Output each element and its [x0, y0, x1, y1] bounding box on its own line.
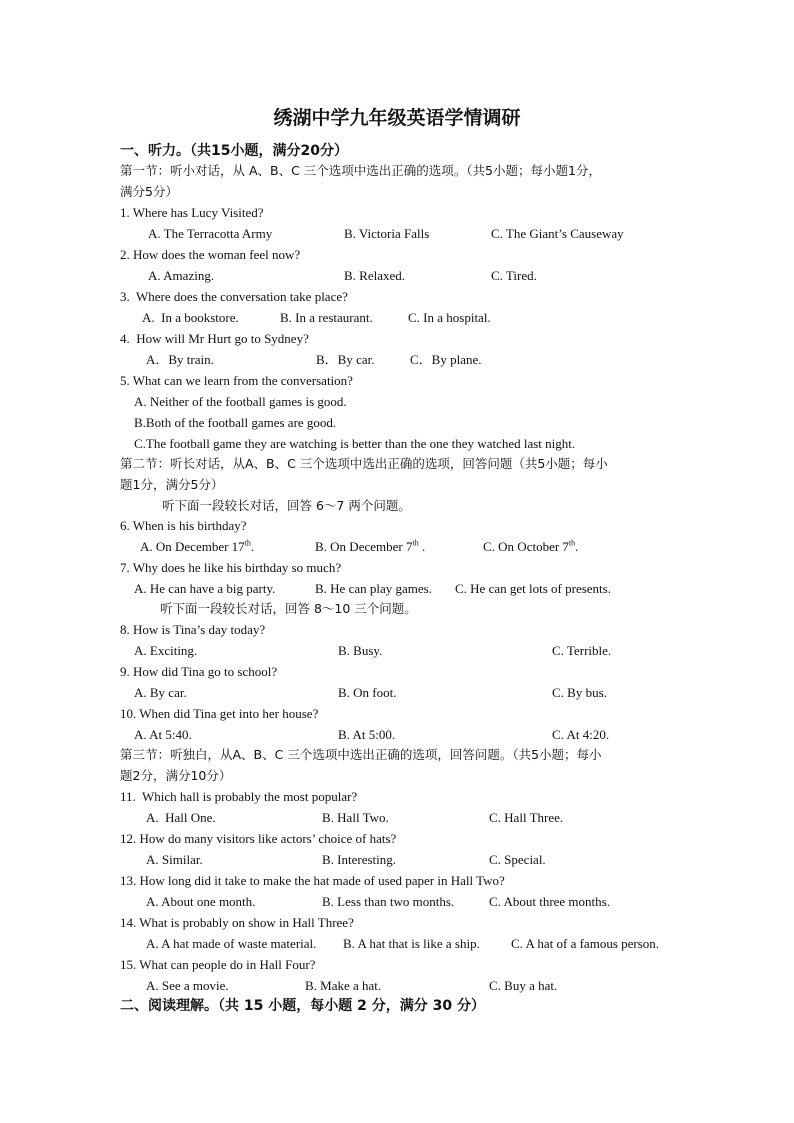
part3-instruction-line1: 第三节：听独白，从A、B、C 三个选项中选出正确的选项，回答问题。（共5小题；每小	[120, 747, 602, 762]
part3-instruction-line2: 题2分，满分10分）	[120, 768, 232, 783]
q13-option-b: B. Less than two months.	[322, 894, 455, 909]
question-12: 12. How do many visitors like actors’ choice of hats?	[120, 831, 397, 846]
q4-option-b: B．By car.	[316, 352, 375, 367]
section1-heading: 一、听力。（共15小题，满分20分）	[120, 143, 348, 159]
q14-option-a: A. A hat made of waste material.	[146, 936, 317, 951]
page-title: 绣湖中学九年级英语学情调研	[273, 107, 521, 129]
question-5: 5. What can we learn from the conversation?	[120, 373, 353, 388]
q6-option-a: A. On December 17th.	[140, 538, 255, 554]
q11-option-a: A. Hall One.	[146, 810, 216, 825]
section2-heading: 二、阅读理解。（共 15 小题，每小题 2 分，满分 30 分）	[120, 998, 485, 1014]
question-11: 11. Which hall is probably the most popular?	[120, 789, 358, 804]
q5-option-a: A. Neither of the football games is good.	[134, 394, 347, 409]
question-3: 3. Where does the conversation take place?	[120, 289, 348, 304]
q14-option-c: C. A hat of a famous person.	[511, 936, 660, 951]
q10-option-a: A. At 5:40.	[134, 727, 192, 742]
question-4: 4. How will Mr Hurt go to Sydney?	[120, 331, 309, 346]
q7-option-c: C. He can get lots of presents.	[455, 581, 611, 596]
part1-instruction-line1: 第一节：听小对话，从 A、B、C 三个选项中选出正确的选项。（共5小题；每小题1分，	[120, 163, 601, 178]
q10-option-b: B. At 5:00.	[338, 727, 396, 742]
q4-option-a: A．By train.	[146, 352, 214, 367]
q12-option-a: A. Similar.	[146, 852, 203, 867]
question-6: 6. When is his birthday?	[120, 518, 247, 533]
q8-option-a: A. Exciting.	[134, 643, 198, 658]
question-15: 15. What can people do in Hall Four?	[120, 957, 316, 972]
part2-instruction-line2: 题1分，满分5分）	[120, 477, 224, 492]
q1-option-a: A. The Terracotta Army	[148, 226, 273, 241]
q1-option-c: C. The Giant’s Causeway	[491, 226, 624, 241]
q9-option-a: A. By car.	[134, 685, 187, 700]
part2-intro-6-7: 听下面一段较长对话，回答 6～7 两个问题。	[162, 498, 411, 513]
q15-option-c: C. Buy a hat.	[489, 978, 558, 993]
q15-option-a: A. See a movie.	[146, 978, 229, 993]
q9-option-b: B. On foot.	[338, 685, 397, 700]
part2-instruction-line1: 第二节：听长对话，从A、B、C 三个选项中选出正确的选项，回答问题（共5小题；每小	[120, 456, 608, 471]
part1-instruction-line2: 满分5分）	[120, 184, 178, 199]
q2-option-a: A. Amazing.	[148, 268, 215, 283]
q12-option-b: B. Interesting.	[322, 852, 397, 867]
part2-intro-8-10: 听下面一段较长对话，回答 8～10 三个问题。	[160, 601, 417, 616]
q3-option-b: B. In a restaurant.	[280, 310, 373, 325]
q10-option-c: C. At 4:20.	[552, 727, 610, 742]
q13-option-a: A. About one month.	[146, 894, 256, 909]
q15-option-b: B. Make a hat.	[305, 978, 382, 993]
question-7: 7. Why does he like his birthday so much?	[120, 560, 342, 575]
q11-option-b: B. Hall Two.	[322, 810, 389, 825]
q8-option-c: C. Terrible.	[552, 643, 612, 658]
q6-option-c: C. On October 7th.	[483, 538, 579, 554]
q1-option-b: B. Victoria Falls	[344, 226, 430, 241]
q9-option-c: C. By bus.	[552, 685, 607, 700]
question-10: 10. When did Tina get into her house?	[120, 706, 319, 721]
q8-option-b: B. Busy.	[338, 643, 383, 658]
question-1: 1. Where has Lucy Visited?	[120, 205, 264, 220]
q7-option-b: B. He can play games.	[315, 581, 432, 596]
q13-option-c: C. About three months.	[489, 894, 610, 909]
q12-option-c: C. Special.	[489, 852, 546, 867]
q6-option-b: B. On December 7th .	[315, 538, 426, 554]
q5-option-c: C.The football game they are watching is better than the one they watched last night.	[134, 436, 576, 451]
question-13: 13. How long did it take to make the hat made of used paper in Hall Two?	[120, 873, 505, 888]
q11-option-c: C. Hall Three.	[489, 810, 564, 825]
q3-option-a: A. In a bookstore.	[142, 310, 239, 325]
q3-option-c: C. In a hospital.	[408, 310, 491, 325]
question-14: 14. What is probably on show in Hall Three?	[120, 915, 354, 930]
q5-option-b: B.Both of the football games are good.	[134, 415, 337, 430]
question-8: 8. How is Tina’s day today?	[120, 622, 266, 637]
q14-option-b: B. A hat that is like a ship.	[343, 936, 480, 951]
q2-option-b: B. Relaxed.	[344, 268, 406, 283]
q7-option-a: A. He can have a big party.	[134, 581, 276, 596]
question-9: 9. How did Tina go to school?	[120, 664, 278, 679]
question-2: 2. How does the woman feel now?	[120, 247, 301, 262]
q2-option-c: C. Tired.	[491, 268, 537, 283]
q4-option-c: C．By plane.	[410, 352, 482, 367]
